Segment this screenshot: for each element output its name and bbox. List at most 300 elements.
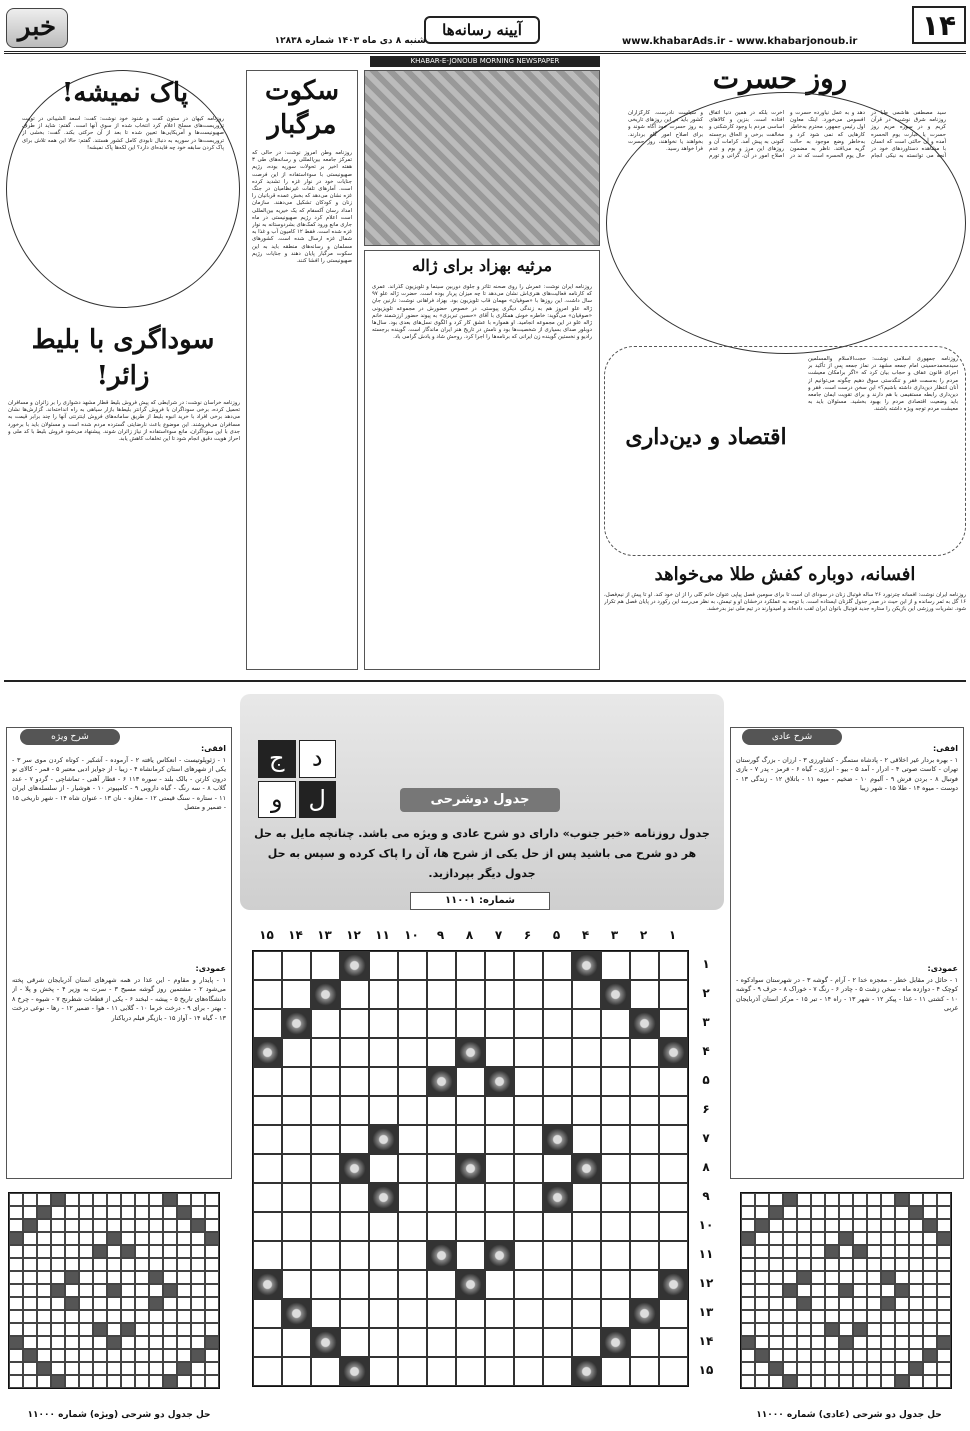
grid-cell[interactable] bbox=[485, 1154, 514, 1183]
grid-cell[interactable] bbox=[282, 1328, 311, 1357]
column-number: ۸ bbox=[465, 928, 474, 942]
grid-cell[interactable] bbox=[340, 1270, 369, 1299]
grid-cell[interactable] bbox=[543, 1299, 572, 1328]
grid-cell[interactable] bbox=[630, 1183, 659, 1212]
grid-cell[interactable] bbox=[369, 951, 398, 980]
grid-cell[interactable] bbox=[572, 980, 601, 1009]
grid-cell[interactable] bbox=[369, 1009, 398, 1038]
grid-cell[interactable] bbox=[311, 1212, 340, 1241]
crossword-title: جدول دوشرحی bbox=[400, 788, 560, 812]
grid-cell[interactable] bbox=[630, 1357, 659, 1386]
grid-cell[interactable] bbox=[543, 1212, 572, 1241]
grid-cell[interactable] bbox=[398, 951, 427, 980]
grid-cell[interactable] bbox=[456, 951, 485, 980]
grid-cell[interactable] bbox=[514, 1212, 543, 1241]
grid-block-cell bbox=[895, 1375, 909, 1388]
grid-cell bbox=[163, 1297, 177, 1310]
grid-cell[interactable] bbox=[514, 1038, 543, 1067]
grid-cell[interactable] bbox=[601, 1270, 630, 1299]
grid-cell[interactable] bbox=[514, 1067, 543, 1096]
grid-cell[interactable] bbox=[659, 1241, 688, 1270]
grid-cell[interactable] bbox=[282, 1038, 311, 1067]
grid-cell[interactable] bbox=[340, 1009, 369, 1038]
grid-cell[interactable] bbox=[659, 1067, 688, 1096]
grid-cell[interactable] bbox=[659, 1096, 688, 1125]
grid-cell bbox=[839, 1323, 853, 1336]
grid-cell[interactable] bbox=[514, 1241, 543, 1270]
grid-cell bbox=[149, 1375, 163, 1388]
grid-cell bbox=[741, 1323, 755, 1336]
grid-cell[interactable] bbox=[311, 1357, 340, 1386]
grid-block-cell bbox=[783, 1284, 797, 1297]
grid-cell[interactable] bbox=[456, 1212, 485, 1241]
grid-cell bbox=[853, 1349, 867, 1362]
grid-cell[interactable] bbox=[514, 1357, 543, 1386]
grid-cell[interactable] bbox=[369, 1212, 398, 1241]
grid-cell[interactable] bbox=[456, 1241, 485, 1270]
grid-cell bbox=[769, 1193, 783, 1206]
grid-cell[interactable] bbox=[601, 1212, 630, 1241]
grid-cell[interactable] bbox=[543, 1154, 572, 1183]
grid-cell bbox=[23, 1375, 37, 1388]
grid-cell[interactable] bbox=[630, 1328, 659, 1357]
grid-cell bbox=[23, 1232, 37, 1245]
grid-cell[interactable] bbox=[427, 1299, 456, 1328]
grid-cell[interactable] bbox=[543, 1067, 572, 1096]
grid-block-cell bbox=[9, 1336, 23, 1349]
grid-cell bbox=[37, 1245, 51, 1258]
grid-cell[interactable] bbox=[311, 1038, 340, 1067]
grid-cell bbox=[205, 1258, 219, 1271]
grid-cell[interactable] bbox=[485, 1328, 514, 1357]
grid-cell bbox=[825, 1336, 839, 1349]
grid-cell bbox=[205, 1349, 219, 1362]
grid-cell[interactable] bbox=[601, 1125, 630, 1154]
grid-cell bbox=[191, 1362, 205, 1375]
grid-cell[interactable] bbox=[485, 1009, 514, 1038]
grid-cell[interactable] bbox=[514, 1125, 543, 1154]
grid-cell bbox=[107, 1219, 121, 1232]
grid-cell[interactable] bbox=[485, 1096, 514, 1125]
grid-cell[interactable] bbox=[369, 1067, 398, 1096]
grid-cell[interactable] bbox=[601, 1299, 630, 1328]
grid-cell bbox=[205, 1297, 219, 1310]
grid-block-cell bbox=[51, 1375, 65, 1388]
grid-cell[interactable] bbox=[282, 1357, 311, 1386]
grid-cell bbox=[797, 1219, 811, 1232]
grid-cell[interactable] bbox=[369, 1299, 398, 1328]
grid-cell[interactable] bbox=[630, 1241, 659, 1270]
grid-cell[interactable] bbox=[340, 1212, 369, 1241]
grid-cell[interactable] bbox=[398, 1067, 427, 1096]
grid-cell bbox=[9, 1349, 23, 1362]
grid-cell bbox=[811, 1258, 825, 1271]
grid-cell[interactable] bbox=[282, 1183, 311, 1212]
article-title-pak-nemisheh: پاک نمیشه! bbox=[61, 78, 189, 108]
grid-cell[interactable] bbox=[543, 1241, 572, 1270]
grid-cell[interactable] bbox=[659, 1154, 688, 1183]
grid-cell bbox=[937, 1245, 951, 1258]
grid-cell bbox=[741, 1375, 755, 1388]
grid-cell bbox=[741, 1284, 755, 1297]
grid-cell[interactable] bbox=[253, 1212, 282, 1241]
grid-cell bbox=[9, 1375, 23, 1388]
grid-cell[interactable] bbox=[282, 1241, 311, 1270]
grid-cell bbox=[65, 1336, 79, 1349]
grid-cell[interactable] bbox=[456, 1125, 485, 1154]
row-number: ۲ bbox=[702, 986, 710, 1000]
grid-cell[interactable] bbox=[282, 1125, 311, 1154]
grid-cell[interactable] bbox=[311, 1241, 340, 1270]
grid-cell[interactable] bbox=[659, 1125, 688, 1154]
grid-cell[interactable] bbox=[369, 1270, 398, 1299]
grid-cell[interactable] bbox=[369, 1038, 398, 1067]
grid-block-cell bbox=[630, 1299, 659, 1328]
grid-cell bbox=[797, 1362, 811, 1375]
grid-cell[interactable] bbox=[659, 1357, 688, 1386]
grid-cell[interactable] bbox=[282, 951, 311, 980]
grid-cell[interactable] bbox=[427, 1183, 456, 1212]
grid-cell bbox=[51, 1219, 65, 1232]
grid-cell[interactable] bbox=[398, 1270, 427, 1299]
grid-cell[interactable] bbox=[427, 980, 456, 1009]
grid-cell[interactable] bbox=[514, 951, 543, 980]
grid-cell[interactable] bbox=[572, 1183, 601, 1212]
normal-down-clues: ۱ - حائل در مقابل خطر - معجزه خدا ۲ - آرام - گوشه ۳ - در شهرستان سوادکوه - کوچک ۴ - دوازده ماه - سخن زشت ۵ - چادر ۶ - رنگ ۷ - خوراک ۸ - حرف ۹ - گوشه ۱۰ - کشتی ۱۱ - غذا - پیکر ۱۲ - شهر ۱۳ - راه ۱۴ - تبر ۱۵ - مرکز استان آذربایجان غربی bbox=[736, 976, 958, 1013]
grid-cell[interactable] bbox=[253, 951, 282, 980]
grid-cell[interactable] bbox=[630, 1154, 659, 1183]
grid-cell bbox=[23, 1336, 37, 1349]
column-number: ۵ bbox=[552, 928, 561, 942]
grid-cell[interactable] bbox=[456, 1067, 485, 1096]
grid-cell[interactable] bbox=[601, 1241, 630, 1270]
grid-cell bbox=[853, 1310, 867, 1323]
grid-cell[interactable] bbox=[601, 1067, 630, 1096]
crossword-grid[interactable] bbox=[252, 950, 689, 1387]
grid-cell bbox=[191, 1310, 205, 1323]
grid-cell[interactable] bbox=[340, 1067, 369, 1096]
grid-cell[interactable] bbox=[398, 980, 427, 1009]
grid-cell[interactable] bbox=[543, 980, 572, 1009]
grid-cell bbox=[923, 1323, 937, 1336]
grid-cell[interactable] bbox=[485, 980, 514, 1009]
grid-cell[interactable] bbox=[485, 1212, 514, 1241]
grid-cell[interactable] bbox=[253, 1357, 282, 1386]
grid-cell bbox=[741, 1310, 755, 1323]
grid-cell[interactable] bbox=[311, 951, 340, 980]
row-number: ۵ bbox=[702, 1073, 710, 1087]
grid-cell[interactable] bbox=[340, 1328, 369, 1357]
grid-cell[interactable] bbox=[398, 1096, 427, 1125]
grid-cell[interactable] bbox=[630, 980, 659, 1009]
grid-cell bbox=[37, 1232, 51, 1245]
row-number: ۷ bbox=[702, 1131, 710, 1145]
grid-cell bbox=[65, 1219, 79, 1232]
grid-cell[interactable] bbox=[427, 1328, 456, 1357]
grid-block-cell bbox=[340, 1154, 369, 1183]
solution-grid-normal bbox=[740, 1192, 952, 1389]
grid-cell[interactable] bbox=[427, 1009, 456, 1038]
grid-cell bbox=[923, 1258, 937, 1271]
article-title-rooz-hasrat: روز حسرت bbox=[712, 62, 848, 95]
grid-block-cell bbox=[825, 1323, 839, 1336]
grid-cell[interactable] bbox=[485, 1125, 514, 1154]
grid-cell[interactable] bbox=[398, 1241, 427, 1270]
grid-cell[interactable] bbox=[572, 1241, 601, 1270]
grid-cell[interactable] bbox=[340, 1038, 369, 1067]
grid-cell[interactable] bbox=[543, 951, 572, 980]
grid-cell[interactable] bbox=[282, 1154, 311, 1183]
grid-cell[interactable] bbox=[311, 1125, 340, 1154]
grid-cell bbox=[811, 1245, 825, 1258]
grid-cell[interactable] bbox=[630, 1096, 659, 1125]
grid-cell bbox=[37, 1297, 51, 1310]
special-down-heading: عمودی: bbox=[195, 964, 226, 973]
grid-cell[interactable] bbox=[282, 1270, 311, 1299]
grid-cell[interactable] bbox=[514, 1299, 543, 1328]
grid-cell[interactable] bbox=[630, 1038, 659, 1067]
grid-cell[interactable] bbox=[282, 1212, 311, 1241]
grid-cell[interactable] bbox=[543, 1096, 572, 1125]
grid-cell[interactable] bbox=[427, 1212, 456, 1241]
grid-cell[interactable] bbox=[369, 980, 398, 1009]
grid-cell[interactable] bbox=[572, 1299, 601, 1328]
grid-cell bbox=[177, 1375, 191, 1388]
grid-cell[interactable] bbox=[485, 1357, 514, 1386]
grid-cell[interactable] bbox=[427, 1154, 456, 1183]
grid-cell bbox=[797, 1323, 811, 1336]
grid-cell[interactable] bbox=[630, 1125, 659, 1154]
grid-cell[interactable] bbox=[340, 1241, 369, 1270]
grid-cell[interactable] bbox=[340, 1096, 369, 1125]
grid-cell[interactable] bbox=[398, 1328, 427, 1357]
grid-cell bbox=[839, 1362, 853, 1375]
grid-cell[interactable] bbox=[543, 1009, 572, 1038]
grid-cell[interactable] bbox=[369, 1328, 398, 1357]
grid-cell bbox=[867, 1336, 881, 1349]
grid-cell[interactable] bbox=[456, 1357, 485, 1386]
grid-cell bbox=[867, 1245, 881, 1258]
grid-cell[interactable] bbox=[340, 1125, 369, 1154]
grid-cell[interactable] bbox=[398, 1357, 427, 1386]
grid-cell[interactable] bbox=[601, 1183, 630, 1212]
grid-cell bbox=[895, 1271, 909, 1284]
grid-cell bbox=[191, 1375, 205, 1388]
article-title-sokoot: سکوت مرگبار bbox=[264, 76, 340, 140]
grid-cell[interactable] bbox=[572, 1067, 601, 1096]
grid-cell bbox=[783, 1336, 797, 1349]
grid-cell[interactable] bbox=[514, 1183, 543, 1212]
grid-cell[interactable] bbox=[456, 1299, 485, 1328]
grid-cell bbox=[177, 1323, 191, 1336]
grid-cell bbox=[881, 1362, 895, 1375]
grid-cell[interactable] bbox=[398, 1183, 427, 1212]
grid-cell[interactable] bbox=[543, 1038, 572, 1067]
grid-block-cell bbox=[601, 1328, 630, 1357]
grid-cell[interactable] bbox=[514, 1270, 543, 1299]
grid-cell[interactable] bbox=[485, 1270, 514, 1299]
grid-cell bbox=[867, 1297, 881, 1310]
grid-cell[interactable] bbox=[659, 1212, 688, 1241]
grid-cell[interactable] bbox=[456, 1009, 485, 1038]
grid-cell[interactable] bbox=[369, 1241, 398, 1270]
grid-cell[interactable] bbox=[282, 1067, 311, 1096]
websites[interactable]: www.khabarAds.ir - www.khabarjonoub.ir bbox=[622, 36, 858, 47]
grid-cell bbox=[205, 1193, 219, 1206]
grid-cell bbox=[37, 1375, 51, 1388]
grid-cell bbox=[121, 1284, 135, 1297]
grid-cell[interactable] bbox=[601, 1009, 630, 1038]
grid-cell[interactable] bbox=[427, 1270, 456, 1299]
grid-cell[interactable] bbox=[659, 1328, 688, 1357]
grid-cell[interactable] bbox=[340, 980, 369, 1009]
grid-cell[interactable] bbox=[253, 1183, 282, 1212]
grid-cell[interactable] bbox=[601, 951, 630, 980]
grid-cell[interactable] bbox=[572, 1212, 601, 1241]
grid-cell[interactable] bbox=[253, 1009, 282, 1038]
grid-cell[interactable] bbox=[514, 1009, 543, 1038]
grid-cell[interactable] bbox=[456, 1183, 485, 1212]
grid-cell[interactable] bbox=[427, 1357, 456, 1386]
grid-cell[interactable] bbox=[514, 1154, 543, 1183]
grid-cell[interactable] bbox=[253, 1241, 282, 1270]
grid-cell bbox=[937, 1349, 951, 1362]
grid-cell[interactable] bbox=[427, 951, 456, 980]
grid-cell bbox=[205, 1362, 219, 1375]
grid-cell[interactable] bbox=[398, 1009, 427, 1038]
grid-cell[interactable] bbox=[485, 1038, 514, 1067]
grid-cell bbox=[881, 1193, 895, 1206]
grid-cell[interactable] bbox=[572, 1328, 601, 1357]
grid-cell[interactable] bbox=[630, 1270, 659, 1299]
column-number: ۳ bbox=[610, 928, 619, 942]
grid-cell[interactable] bbox=[543, 1270, 572, 1299]
grid-cell[interactable] bbox=[282, 1096, 311, 1125]
grid-cell bbox=[755, 1284, 769, 1297]
grid-cell[interactable] bbox=[311, 1067, 340, 1096]
grid-block-cell bbox=[177, 1362, 191, 1375]
grid-cell[interactable] bbox=[398, 1299, 427, 1328]
grid-cell[interactable] bbox=[253, 1125, 282, 1154]
article-body-pak-nemisheh: روزنامه کیهان در ستون گفت و شنود خود نوشت: گفت: اسعد الشیبانی در توییت تروریست‌های مسلح اعلام کرد انتخاب شده از سوی آنها است. گفتم: شاید از طرف صهیونیست‌ها و آمریکایی‌ها تعیین شده تا بعد از آن حرکتی بکند. گفت: بخشی از تروریست‌ها در سوریه به دنبال نابودی کامل کشور هستند. گفتم: حالا این همه تلاش برای پاک کردن سابقه خود چه فایده‌ای دارد؟ این لکه‌ها پاک نمیشه! bbox=[22, 116, 224, 151]
grid-cell[interactable] bbox=[659, 1009, 688, 1038]
grid-cell bbox=[825, 1349, 839, 1362]
grid-cell[interactable] bbox=[601, 1357, 630, 1386]
article-body-marsieh: روزنامه ایران نوشت: عمرش را روی صحنه تئاتر و جلوی دوربین سینما و تلویزیون گذراند. عمری که کارنامه فعالیت‌های هنری‌اش نشان می‌دهد تا چه میزان پربار بوده است. حضرت ژاله علو ۹۷ سال داشت. این روزها با «صوفیان» مهمان قاب تلویزیون بود. بهزاد فراهانی نوشت: نازنین جانِ ژاله علو امروز هم به زندگی دیگری پیوستی. در خصوص حضورش در مجموعه تلویزیونی «صوفیان» می‌گوید: خاطره خوش همکاری با آقای «حسین تبریزی» به پیوند حضور ارزشمند خانم ژاله علو در این مجموعه انجامید. او همواره با عشق کار کرد و الگوی نسل‌های بعدی بود. سال‌ها دوبلور صدای بسیاری از شخصیت‌ها بود و نامش در تاریخ هنر ایران ماندگار است. گوینده برجسته رادیو و نخستین گوینده زن ایرانی که برنامه‌ها را اجرا کرد. روحش شاد و یادش گرامی باد. bbox=[372, 284, 592, 341]
grid-cell bbox=[741, 1258, 755, 1271]
grid-cell[interactable] bbox=[311, 1154, 340, 1183]
grid-cell[interactable] bbox=[514, 1096, 543, 1125]
grid-cell[interactable] bbox=[514, 1328, 543, 1357]
grid-cell[interactable] bbox=[485, 1299, 514, 1328]
grid-cell bbox=[177, 1310, 191, 1323]
grid-cell bbox=[135, 1271, 149, 1284]
grid-cell[interactable] bbox=[340, 1299, 369, 1328]
grid-cell[interactable] bbox=[398, 1125, 427, 1154]
grid-cell[interactable] bbox=[514, 980, 543, 1009]
grid-cell[interactable] bbox=[543, 1328, 572, 1357]
grid-cell[interactable] bbox=[282, 980, 311, 1009]
grid-cell[interactable] bbox=[456, 1096, 485, 1125]
grid-cell[interactable] bbox=[369, 1154, 398, 1183]
grid-cell[interactable] bbox=[253, 980, 282, 1009]
grid-cell[interactable] bbox=[485, 1183, 514, 1212]
grid-block-cell bbox=[741, 1336, 755, 1349]
grid-cell bbox=[51, 1271, 65, 1284]
grid-cell bbox=[825, 1310, 839, 1323]
grid-cell[interactable] bbox=[485, 951, 514, 980]
grid-cell[interactable] bbox=[572, 1270, 601, 1299]
grid-cell[interactable] bbox=[398, 1212, 427, 1241]
grid-cell[interactable] bbox=[311, 1096, 340, 1125]
grid-cell bbox=[937, 1271, 951, 1284]
grid-cell[interactable] bbox=[253, 1299, 282, 1328]
grid-cell[interactable] bbox=[601, 1038, 630, 1067]
grid-cell[interactable] bbox=[456, 980, 485, 1009]
grid-block-cell bbox=[797, 1297, 811, 1310]
grid-cell[interactable] bbox=[311, 1299, 340, 1328]
grid-cell[interactable] bbox=[253, 1154, 282, 1183]
grid-cell[interactable] bbox=[659, 1183, 688, 1212]
grid-cell bbox=[93, 1258, 107, 1271]
grid-cell[interactable] bbox=[340, 1183, 369, 1212]
grid-cell[interactable] bbox=[630, 1067, 659, 1096]
grid-cell[interactable] bbox=[427, 1125, 456, 1154]
grid-cell[interactable] bbox=[253, 1096, 282, 1125]
grid-cell bbox=[135, 1310, 149, 1323]
grid-cell[interactable] bbox=[659, 1299, 688, 1328]
grid-cell[interactable] bbox=[253, 1067, 282, 1096]
grid-cell bbox=[811, 1232, 825, 1245]
grid-cell bbox=[783, 1258, 797, 1271]
grid-cell[interactable] bbox=[311, 1183, 340, 1212]
grid-cell[interactable] bbox=[572, 1038, 601, 1067]
grid-block-cell bbox=[937, 1232, 951, 1245]
grid-cell[interactable] bbox=[311, 1270, 340, 1299]
grid-cell[interactable] bbox=[572, 1096, 601, 1125]
grid-cell bbox=[163, 1232, 177, 1245]
grid-cell[interactable] bbox=[369, 1096, 398, 1125]
grid-cell[interactable] bbox=[572, 1125, 601, 1154]
grid-cell[interactable] bbox=[543, 1357, 572, 1386]
row-number: ۱۰ bbox=[698, 1218, 714, 1232]
row-number: ۶ bbox=[702, 1102, 710, 1116]
grid-cell[interactable] bbox=[630, 951, 659, 980]
grid-cell bbox=[107, 1193, 121, 1206]
grid-cell[interactable] bbox=[427, 1096, 456, 1125]
grid-cell[interactable] bbox=[369, 1357, 398, 1386]
grid-cell[interactable] bbox=[311, 1009, 340, 1038]
grid-cell[interactable] bbox=[630, 1212, 659, 1241]
grid-cell bbox=[937, 1284, 951, 1297]
grid-cell[interactable] bbox=[601, 1096, 630, 1125]
grid-cell bbox=[51, 1297, 65, 1310]
grid-cell bbox=[853, 1284, 867, 1297]
grid-cell[interactable] bbox=[398, 1154, 427, 1183]
grid-cell[interactable] bbox=[601, 1154, 630, 1183]
grid-cell bbox=[51, 1232, 65, 1245]
grid-cell[interactable] bbox=[253, 1328, 282, 1357]
grid-block-cell bbox=[853, 1245, 867, 1258]
grid-cell[interactable] bbox=[659, 951, 688, 980]
grid-cell bbox=[867, 1206, 881, 1219]
grid-cell[interactable] bbox=[659, 980, 688, 1009]
grid-cell[interactable] bbox=[572, 1009, 601, 1038]
grid-cell[interactable] bbox=[398, 1038, 427, 1067]
grid-cell[interactable] bbox=[456, 1328, 485, 1357]
grid-cell[interactable] bbox=[427, 1038, 456, 1067]
normal-across-heading: افقی: bbox=[932, 744, 958, 753]
